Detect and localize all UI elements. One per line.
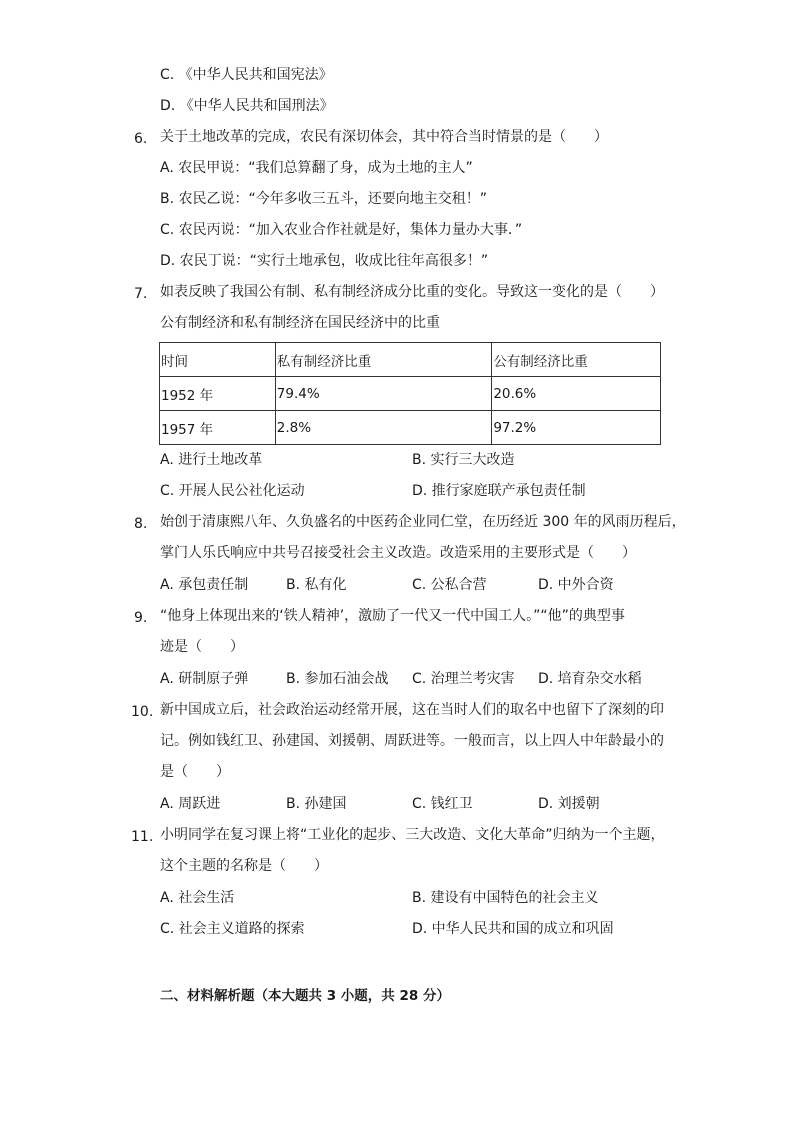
q9-stem-line1: “他身上体现出来的‘铁人精神’，激励了一代又一代中国工人。”“他”的典型事 — [160, 608, 625, 624]
q7-option-b: B. 实行三大改造 — [412, 452, 515, 468]
q10-option-c: C. 钱红卫 — [412, 796, 473, 812]
q10-stem-line1: 新中国成立后，社会政治运动经常开展，这在当时人们的取名中也留下了深刻的印 — [160, 702, 664, 718]
q7-table — [159, 342, 661, 445]
q11-option-b: B. 建设有中国特色的社会主义 — [412, 890, 599, 906]
q8-option-b: B. 私有化 — [286, 577, 347, 593]
q7-option-a: A. 进行土地改革 — [160, 452, 263, 468]
table-cell: 79.4% — [275, 377, 492, 411]
table-header-row — [160, 343, 661, 377]
q11-option-d: D. 中华人民共和国的成立和巩固 — [412, 921, 614, 937]
table-header-cell: 私有制经济比重 — [275, 343, 492, 377]
q10-number: 10. — [131, 704, 154, 720]
q11-stem-line2: 这个主题的名称是（ ） — [160, 858, 328, 874]
table-cell: 97.2% — [492, 411, 661, 445]
table-cell: 1952 年 — [160, 377, 276, 411]
table-cell: 1957 年 — [160, 411, 276, 445]
q9-option-c: C. 治理兰考灾害 — [412, 671, 515, 687]
q9-option-a: A. 研制原子弹 — [160, 671, 249, 687]
q8-number: 8. — [134, 516, 148, 532]
q9-option-d: D. 培育杂交水稻 — [538, 671, 642, 687]
q10-stem-line2: 记。例如钱红卫、孙建国、刘援朝、周跃进等。一般而言，以上四人中年龄最小的 — [160, 733, 664, 749]
q11-stem-line1: 小明同学在复习课上将“工业化的起步、三大改造、文化大革命”归纳为一个主题， — [160, 827, 665, 843]
q10-option-d: D. 刘援朝 — [538, 796, 600, 812]
table-row — [160, 377, 661, 411]
q10-option-b: B. 孙建国 — [286, 796, 347, 812]
table-cell: 2.8% — [275, 411, 492, 445]
q8-stem-line1: 始创于清康熙八年、久负盛名的中医药企业同仁堂，在历经近 300 年的风雨历程后， — [160, 514, 686, 530]
q11-option-c: C. 社会主义道路的探索 — [160, 921, 305, 937]
section-heading: 二、材料解析题（本大题共 3 小题，共 28 分） — [160, 988, 450, 1004]
q6-option-b: B. 农民乙说：“今年多收三五斗，还要向地主交租！” — [160, 191, 488, 207]
q7-option-c: C. 开展人民公社化运动 — [160, 483, 305, 499]
q7-stem: 如表反映了我国公有制、私有制经济成分比重的变化。导致这一变化的是（ ） — [160, 284, 664, 300]
q10-option-a: A. 周跃进 — [160, 796, 221, 812]
table-header-cell: 时间 — [160, 343, 276, 377]
table-row — [160, 411, 661, 445]
q6-option-a: A. 农民甲说：“我们总算翻了身，成为土地的主人” — [160, 160, 473, 176]
q6-option-d: D. 农民丁说：“实行土地承包，收成比往年高很多！” — [160, 253, 489, 269]
q8-stem-line2: 掌门人乐氏响应中共号召接受社会主义改造。改造采用的主要形式是（ ） — [160, 545, 636, 561]
table-cell: 20.6% — [492, 377, 661, 411]
q7-table-caption: 公有制经济和私有制经济在国民经济中的比重 — [160, 315, 440, 331]
q9-number: 9. — [134, 610, 148, 626]
q9-stem-line2: 迹是（ ） — [160, 639, 244, 655]
q11-number: 11. — [131, 829, 154, 845]
table-header-cell: 公有制经济比重 — [492, 343, 661, 377]
q10-stem-line3: 是（ ） — [160, 764, 230, 780]
q6-stem: 关于土地改革的完成，农民有深切体会，其中符合当时情景的是（ ） — [160, 129, 608, 145]
q7-option-d: D. 推行家庭联产承包责任制 — [412, 483, 586, 499]
q8-option-a: A. 承包责任制 — [160, 577, 249, 593]
q6-option-c: C. 农民丙说：“加入农业合作社就是好，集体力量办大事．” — [160, 222, 523, 238]
q8-option-d: D. 中外合资 — [538, 577, 614, 593]
q5-option-d: D. 《中华人民共和国刑法》 — [160, 98, 334, 114]
q5-option-c: C. 《中华人民共和国宪法》 — [160, 67, 333, 83]
q11-option-a: A. 社会生活 — [160, 890, 235, 906]
q8-option-c: C. 公私合营 — [412, 577, 487, 593]
q7-number: 7. — [134, 286, 148, 302]
q6-number: 6. — [134, 131, 148, 147]
q9-option-b: B. 参加石油会战 — [286, 671, 389, 687]
